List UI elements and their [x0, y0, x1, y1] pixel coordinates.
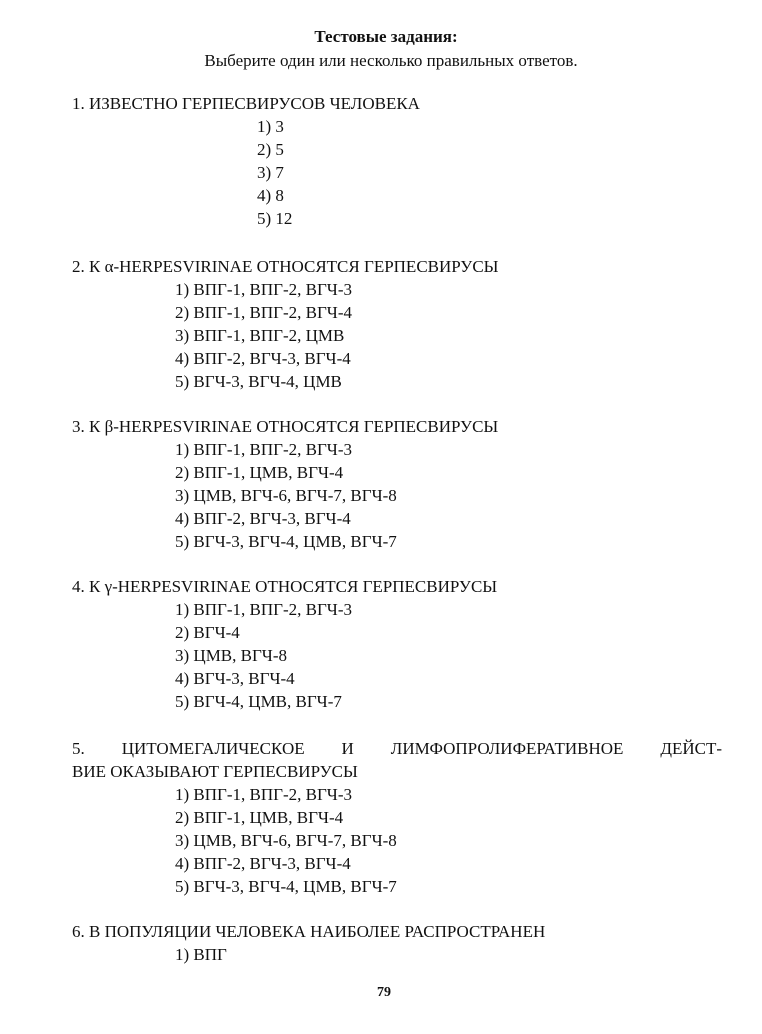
question-3: [72, 415, 722, 553]
answer-option: 5) ВГЧ-3, ВГЧ-4, ЦМВ, ВГЧ-7: [175, 877, 397, 896]
question-text: 4. К γ-HERPESVIRINAE ОТНОСЯТСЯ ГЕРПЕСВИРУСЫ: [72, 577, 498, 596]
answer-option: 4) ВПГ-2, ВГЧ-3, ВГЧ-4: [175, 509, 351, 528]
question-text-line-1: 5. ЦИТОМЕГАЛИЧЕСКОЕ И ЛИМФОПРОЛИФЕРАТИВНОЕ ДЕЙСТ-: [72, 739, 722, 758]
question-1: [72, 92, 722, 230]
answer-option: 2) 5: [257, 140, 284, 159]
answer-option: 1) 3: [257, 117, 284, 136]
answer-option: 1) ВПГ: [175, 945, 227, 964]
answer-option: 3) ЦМВ, ВГЧ-6, ВГЧ-7, ВГЧ-8: [175, 831, 397, 850]
answer-options: [175, 598, 722, 713]
answer-option: 4) ВПГ-2, ВГЧ-3, ВГЧ-4: [175, 854, 351, 873]
answer-option: 3) 7: [257, 163, 284, 182]
answer-option: 3) ЦМВ, ВГЧ-8: [175, 646, 288, 665]
question-text: 6. В ПОПУЛЯЦИИ ЧЕЛОВЕКА НАИБОЛЕЕ РАСПРОСТРАНЕН: [72, 922, 546, 941]
answer-option: 1) ВПГ-1, ВПГ-2, ВГЧ-3: [175, 785, 352, 804]
question-2: [72, 255, 722, 393]
question-text: 3. К β-HERPESVIRINAE ОТНОСЯТСЯ ГЕРПЕСВИРУСЫ: [72, 417, 499, 436]
answer-option: 5) ВГЧ-4, ЦМВ, ВГЧ-7: [175, 692, 342, 711]
answer-options: [257, 115, 722, 230]
answer-option: 5) 12: [257, 209, 293, 228]
answer-option: 1) ВПГ-1, ВПГ-2, ВГЧ-3: [175, 280, 352, 299]
question-5: [72, 737, 722, 898]
question-text: 2. К α-HERPESVIRINAE ОТНОСЯТСЯ ГЕРПЕСВИРУСЫ: [72, 257, 499, 276]
answer-options: [175, 278, 722, 393]
answer-option: 4) 8: [257, 186, 284, 205]
instruction-text: Выберите один или несколько правильных ответов.: [204, 51, 578, 70]
answer-option: 1) ВПГ-1, ВПГ-2, ВГЧ-3: [175, 600, 352, 619]
question-text-line-2: ВИЕ ОКАЗЫВАЮТ ГЕРПЕСВИРУСЫ: [72, 762, 358, 781]
answer-option: 2) ВПГ-1, ЦМВ, ВГЧ-4: [175, 463, 344, 482]
answer-option: 5) ВГЧ-3, ВГЧ-4, ЦМВ, ВГЧ-7: [175, 532, 397, 551]
question-text: 1. ИЗВЕСТНО ГЕРПЕСВИРУСОВ ЧЕЛОВЕКА: [72, 94, 420, 113]
answer-options: [175, 783, 722, 898]
question-4: [72, 575, 722, 713]
answer-options: [175, 943, 722, 966]
answer-option: 2) ВПГ-1, ЦМВ, ВГЧ-4: [175, 808, 344, 827]
answer-option: 4) ВПГ-2, ВГЧ-3, ВГЧ-4: [175, 349, 351, 368]
answer-option: 1) ВПГ-1, ВПГ-2, ВГЧ-3: [175, 440, 352, 459]
answer-option: 2) ВГЧ-4: [175, 623, 240, 642]
answer-option: 3) ВПГ-1, ВПГ-2, ЦМВ: [175, 326, 345, 345]
answer-option: 2) ВПГ-1, ВПГ-2, ВГЧ-4: [175, 303, 352, 322]
answer-option: 5) ВГЧ-3, ВГЧ-4, ЦМВ: [175, 372, 342, 391]
page-title: Тестовые задания:: [314, 27, 458, 46]
answer-options: [175, 438, 722, 553]
answer-option: 3) ЦМВ, ВГЧ-6, ВГЧ-7, ВГЧ-8: [175, 486, 397, 505]
question-6: [72, 920, 722, 966]
answer-option: 4) ВГЧ-3, ВГЧ-4: [175, 669, 295, 688]
page-number: 79: [377, 985, 391, 1000]
